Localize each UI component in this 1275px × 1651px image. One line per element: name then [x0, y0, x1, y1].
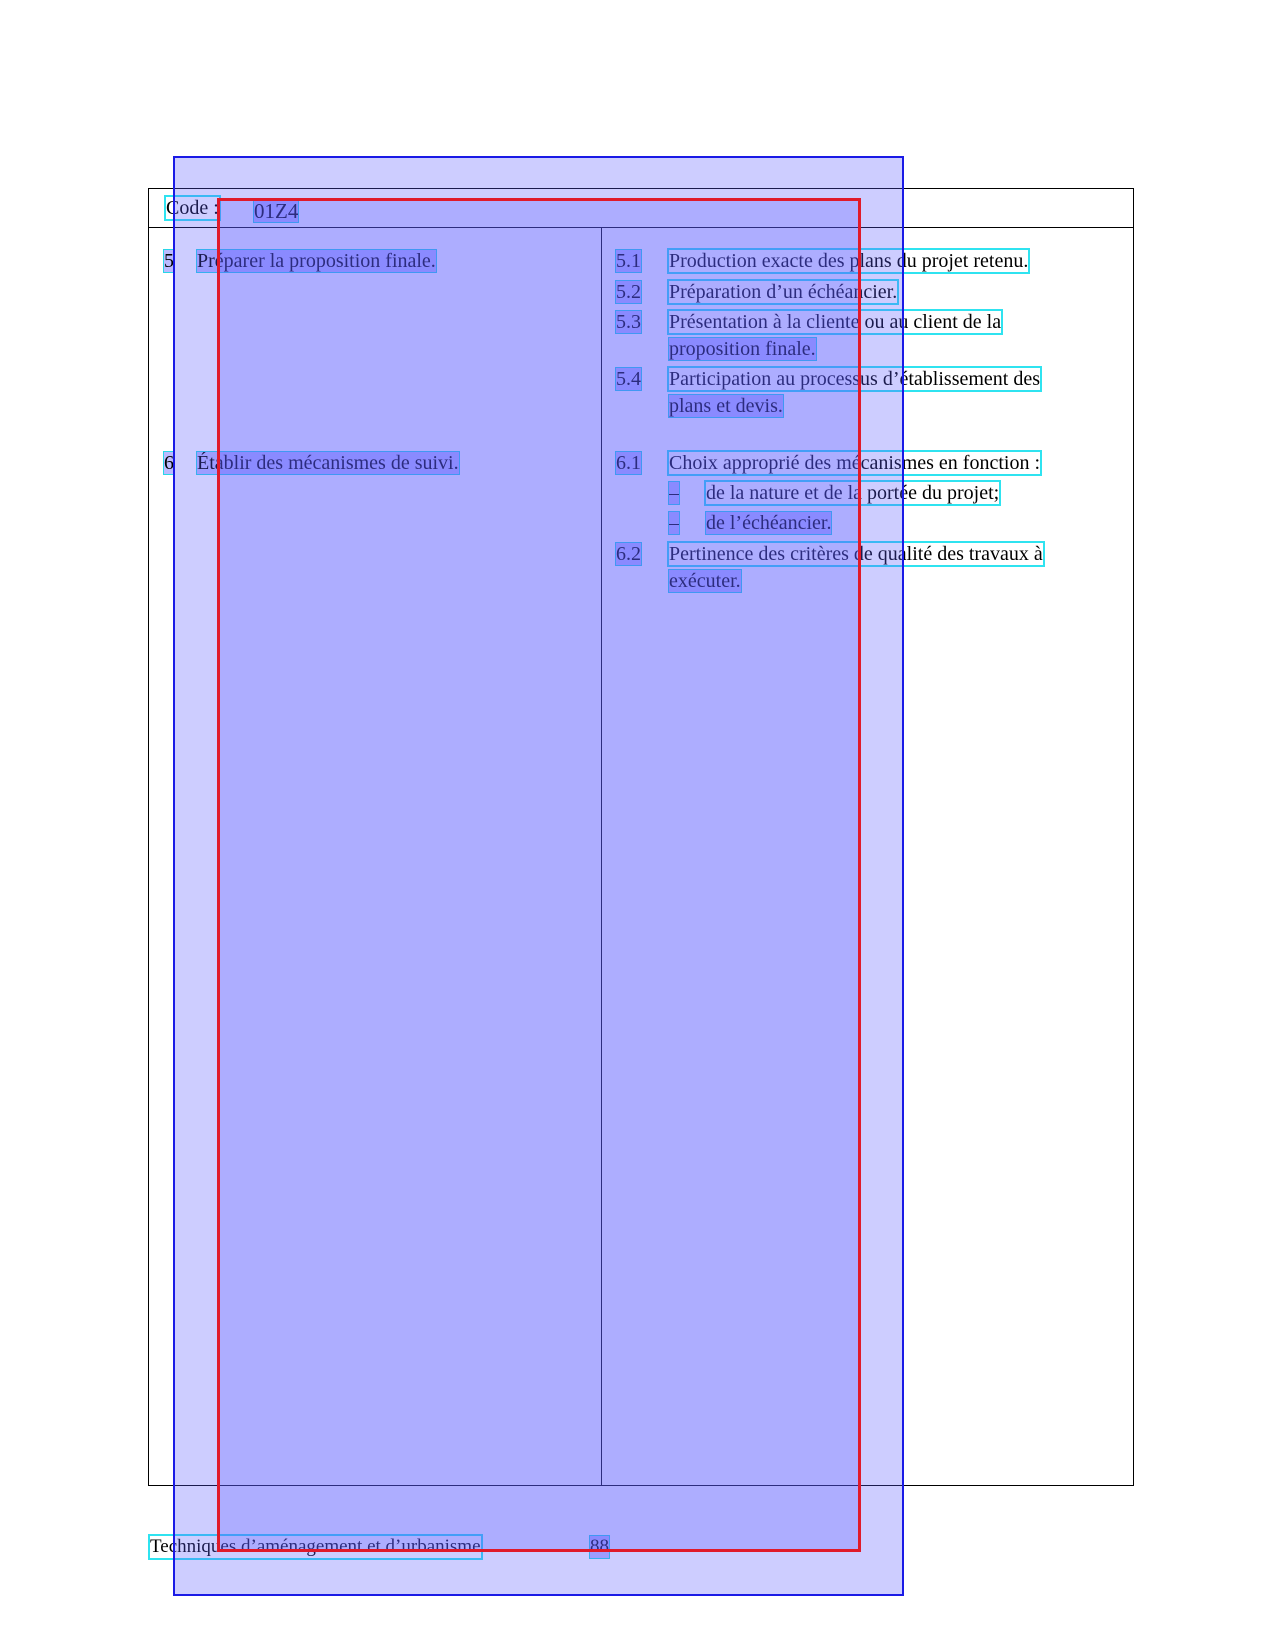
- criterion-text: Présentation à la cliente ou au client de la: [669, 311, 1002, 333]
- criterion-number: 6.2: [616, 543, 641, 565]
- criterion-text-continued: plans et devis.: [669, 395, 783, 417]
- criterion-text: Pertinence des critères de qualité des travaux à: [669, 543, 1043, 565]
- criterion-number: 6.1: [616, 452, 641, 474]
- code-label: Code :: [166, 197, 219, 219]
- criterion-text: Production exacte des plans du projet retenu.: [669, 250, 1029, 272]
- region-overlay-inner: [217, 198, 861, 1552]
- bullet-text: de la nature et de la portée du projet;: [706, 482, 1000, 504]
- criterion-text-continued: proposition finale.: [669, 338, 816, 360]
- criterion-number: 5.1: [616, 250, 641, 272]
- criterion-number: 5.4: [616, 368, 641, 390]
- footer-program-title: Techniques d’aménagement et d’urbanisme: [150, 1536, 481, 1557]
- criterion-number: 5.2: [616, 281, 641, 303]
- criterion-text: Choix approprié des mécanismes en fonction :: [669, 452, 1041, 474]
- criterion-text: Participation au processus d’établissement des: [669, 368, 1041, 390]
- criterion-text-continued: exécuter.: [669, 570, 741, 592]
- bullet-dash: –: [669, 512, 679, 534]
- criterion-number: 5.3: [616, 311, 641, 333]
- bullet-dash: –: [669, 482, 679, 504]
- bullet-text: de l’échéancier.: [706, 512, 832, 534]
- task-title: Préparer la proposition finale.: [197, 250, 436, 272]
- task-number: 6: [164, 452, 174, 474]
- task-number: 5: [164, 250, 174, 272]
- code-value: 01Z4: [254, 199, 299, 223]
- footer-page-number: 88: [590, 1536, 609, 1557]
- criterion-text: Préparation d’un échéancier.: [669, 281, 898, 303]
- task-title: Établir des mécanismes de suivi.: [197, 452, 459, 474]
